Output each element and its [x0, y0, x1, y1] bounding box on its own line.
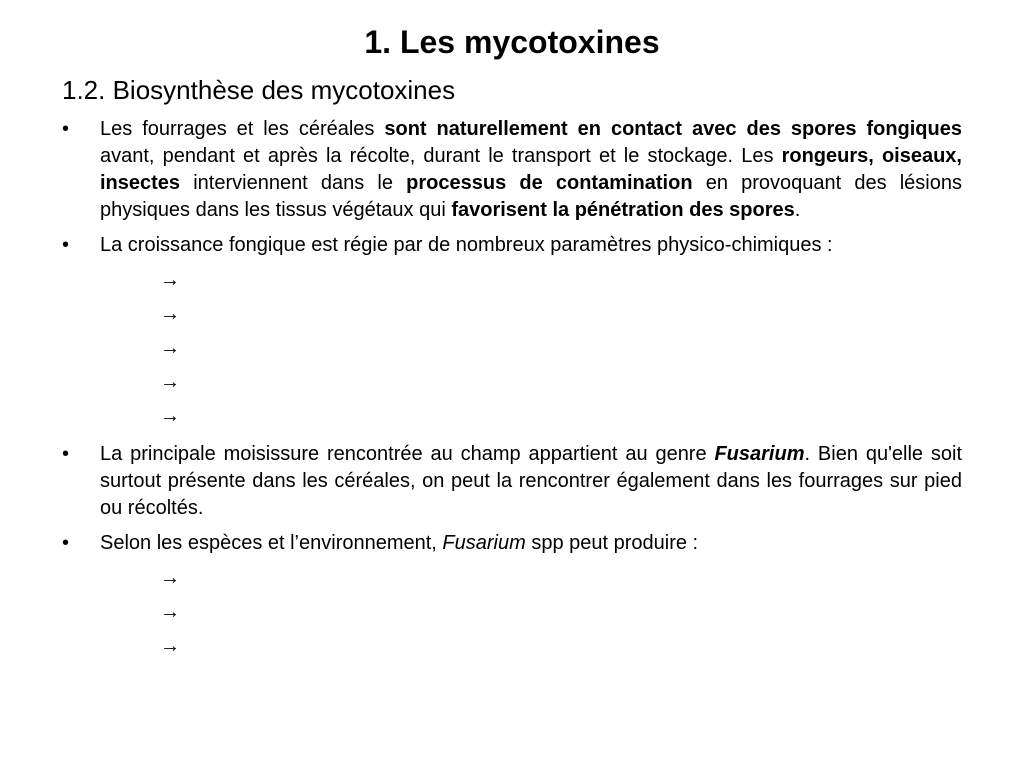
bullet-item-croissance [62, 232, 962, 433]
bullet-item-fusarium [62, 441, 962, 522]
bullet-item-production [62, 530, 962, 663]
arrow-list-parametres [100, 263, 962, 433]
arrow-icon: → [160, 337, 180, 359]
bullet-item-contamination [62, 116, 962, 224]
genus-name: Fusarium [714, 443, 805, 465]
bullet-text: . [794, 199, 801, 221]
arrow-icon: → [160, 567, 180, 589]
arrow-icon: → [160, 371, 180, 393]
bullet-text: . Bien qu'elle soit surtout présente dans les céréales, on peut la rencontrer également dans les fourrages sur pied ou récoltés. [100, 443, 963, 519]
bold-text: processus de contamination [406, 172, 693, 194]
bullet-marker: • [62, 234, 70, 256]
slide-title: 1. Les mycotoxines [364, 24, 660, 60]
bullet-text: La principale moisissure rencontrée au champ appartient au genre [100, 443, 715, 465]
bold-text: sont naturellement en contact avec des spores fongiques [384, 118, 962, 140]
bullet-text: Les fourrages et les céréales [100, 118, 385, 140]
arrow-icon: → [160, 635, 180, 657]
bullet-text: en provoquant des lésions physiques dans les tissus végétaux qui [100, 172, 962, 221]
arrow-list-mycotoxines [100, 561, 962, 663]
bullet-text: La croissance fongique est régie par de nombreux paramètres physico-chimiques : [100, 234, 833, 256]
bullet-list [62, 116, 962, 671]
arrow-icon: → [160, 303, 180, 325]
genus-name: Fusarium [442, 532, 526, 554]
slide-subtitle: 1.2. Biosynthèse des mycotoxines [62, 75, 456, 105]
bullet-text: avant, pendant et après la récolte, durant le transport et le stockage. Les [100, 145, 782, 167]
arrow-icon: → [160, 405, 180, 427]
bold-text: rongeurs, oiseaux, insectes [100, 145, 962, 194]
arrow-icon: → [160, 269, 180, 291]
bullet-marker: • [62, 532, 70, 554]
bullet-text: interviennent dans le [180, 172, 407, 194]
bold-text: favorisent la pénétration des spores [451, 199, 795, 221]
bullet-marker: • [62, 118, 70, 140]
bullet-marker: • [62, 443, 70, 465]
bullet-text: spp peut produire : [525, 532, 699, 554]
arrow-icon: → [160, 601, 180, 623]
bullet-text: Selon les espèces et l’environnement, [100, 532, 443, 554]
